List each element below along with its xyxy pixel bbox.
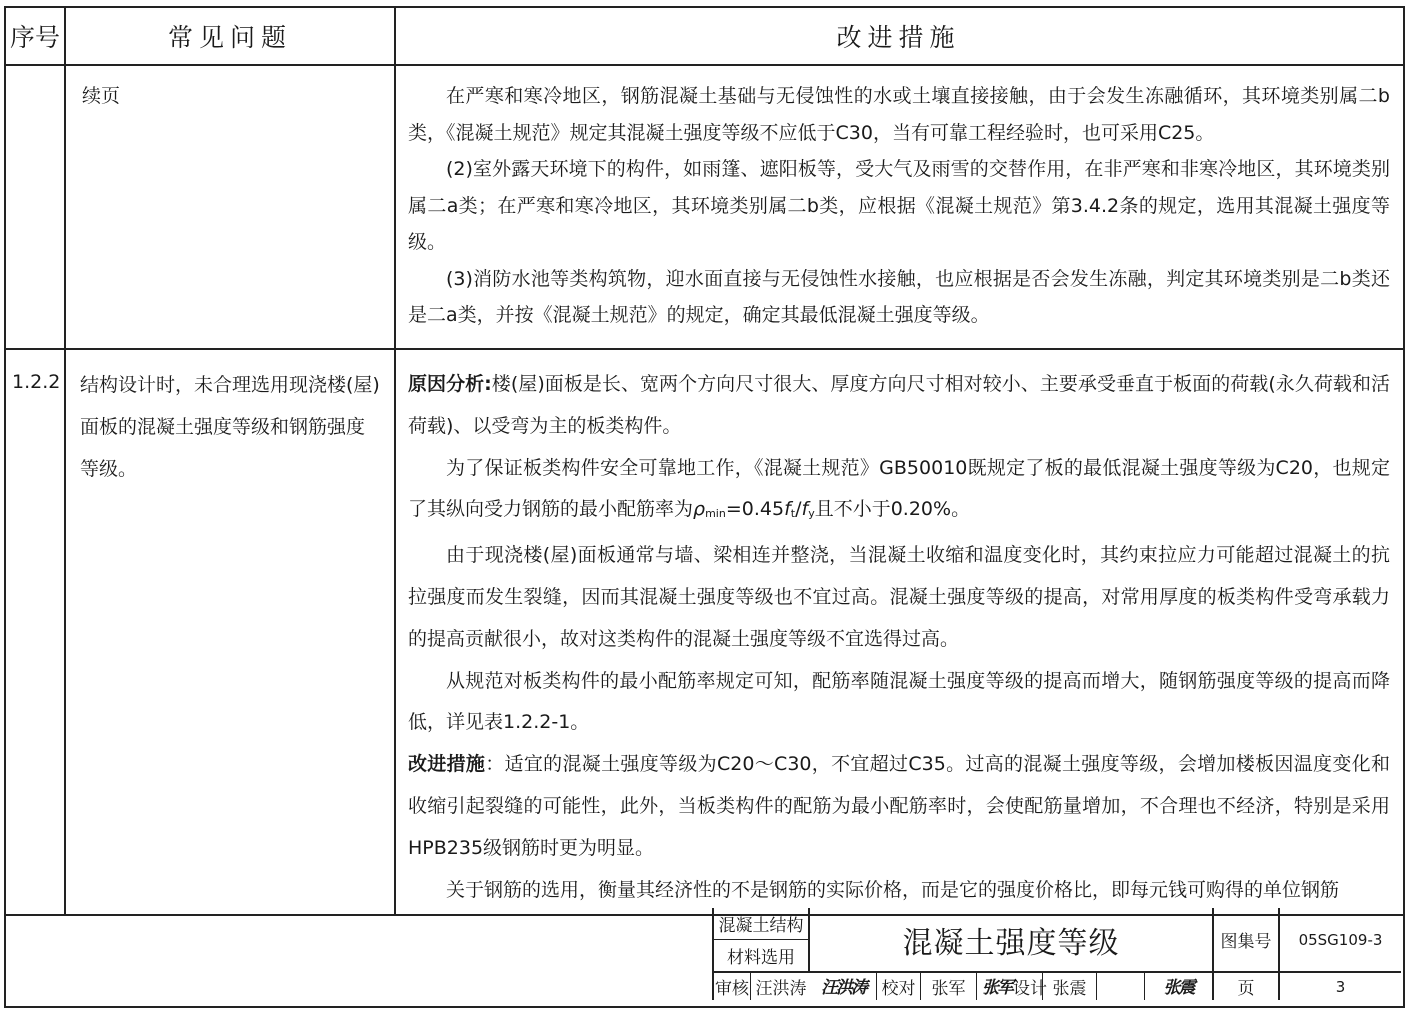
column-divider bbox=[64, 8, 66, 916]
row1-paragraph: 在严寒和寒冷地区，钢筋混凝土基础与无侵蚀性的水或土壤直接接触，由于会发生冻融循环，其环境类别属二b类，《混凝土规范》规定其混凝土强度等级不应低于C30，当有可靠工程经验时，也可采用C25。 bbox=[408, 85, 1390, 144]
drawing-sheet bbox=[4, 6, 1405, 1008]
checker-name: 张军 bbox=[931, 979, 966, 999]
reviewer-signature: 汪洪涛 bbox=[821, 978, 866, 998]
row-divider bbox=[6, 64, 1403, 66]
cause-text: 楼(屋)面板是长、宽两个方向尺寸很大、厚度方向尺寸相对较小、主要承受垂直于板面的荷载(永久荷载和活荷载)、以受弯为主的板类构件。 bbox=[408, 373, 1390, 437]
category-line2: 材料选用 bbox=[727, 948, 795, 968]
design-label: 设计 bbox=[1013, 979, 1047, 999]
formula-slash: / bbox=[795, 498, 802, 521]
column-divider bbox=[394, 8, 396, 916]
header-measure: 改进措施 bbox=[836, 23, 961, 52]
page-label: 页 bbox=[1237, 979, 1255, 999]
review-label: 审核 bbox=[715, 979, 749, 999]
measure-paragraph bbox=[408, 744, 1390, 869]
measure-label: 改进措施 bbox=[408, 753, 486, 776]
sheet-title: 混凝土强度等级 bbox=[902, 925, 1120, 961]
measure-text: ：适宜的混凝土强度等级为C20～C30，不宜超过C35。过高的混凝土强度等级，会增加楼板因温度变化和收缩引起裂缝的可能性，此外，当板类构件的配筋为最小配筋率时，会使配筋量增加，不合理也不经济，特别是采用HPB235级钢筋时更为明显。 bbox=[408, 753, 1390, 859]
row2-measure bbox=[408, 364, 1390, 911]
reviewer-name: 汪洪涛 bbox=[755, 979, 807, 999]
row-divider bbox=[6, 348, 1403, 350]
rho-subscript: min bbox=[705, 507, 726, 521]
row1-paragraph: (3)消防水池等类构筑物，迎水面直接与无侵蚀性水接触，也应根据是否会发生冻融，判定其环境类别是二b类还是二a类，并按《混凝土规范》的规定，确定其最低混凝土强度等级。 bbox=[408, 267, 1390, 326]
checker-signature: 张军 bbox=[982, 978, 1012, 998]
designer-signature: 张震 bbox=[1163, 978, 1194, 998]
title-block bbox=[712, 908, 1401, 1000]
check-label: 校对 bbox=[881, 979, 916, 999]
fy-symbol: f bbox=[801, 498, 809, 521]
header-no: 序号 bbox=[9, 23, 60, 52]
category-line1: 混凝土结构 bbox=[718, 916, 804, 936]
row2-paragraph: 从规范对板类构件的最小配筋率规定可知，配筋率随混凝土强度等级的提高而增大，随钢筋强度等级的提高而降低，详见表1.2.2-1。 bbox=[408, 669, 1390, 734]
row2-problem: 结构设计时，未合理选用现浇楼(屋)面板的混凝土强度等级和钢筋强度等级。 bbox=[80, 374, 380, 480]
row2-paragraph: 关于钢筋的选用，衡量其经济性的不是钢筋的实际价格，而是它的强度价格比，即每元钱可购得的单位钢筋 bbox=[446, 878, 1340, 901]
formula-text: 为了保证板类构件安全可靠地工作，《混凝土规范》GB50010既规定了板的最低混凝土强度等级为C20，也规定了其纵向受力钢筋的最小配筋率为 bbox=[408, 456, 1390, 521]
cause-label: 原因分析: bbox=[408, 373, 492, 395]
row1-problem: 续页 bbox=[82, 85, 121, 107]
rho-symbol: ρ bbox=[693, 498, 706, 521]
atlas-label: 图集号 bbox=[1220, 932, 1272, 952]
fy-subscript: y bbox=[808, 507, 815, 521]
formula-tail: 且不小于0.20%。 bbox=[814, 498, 971, 521]
row2-number: 1.2.2 bbox=[12, 371, 61, 393]
cause-paragraph bbox=[408, 364, 1390, 448]
row1-paragraph: (2)室外露天环境下的构件，如雨篷、遮阳板等，受大气及雨雪的交替作用，在非严寒和非寒冷地区，其环境类别属二a类；在严寒和寒冷地区，其环境类别属二b类，应根据《混凝土规范》第3.4.2条的规定，选用其混凝土强度等级。 bbox=[408, 158, 1390, 253]
formula-paragraph bbox=[408, 448, 1390, 536]
header-problem: 常见问题 bbox=[167, 23, 292, 52]
ft-subscript: t bbox=[790, 507, 796, 521]
formula-coefficient: =0.45 bbox=[725, 498, 785, 521]
page-number: 3 bbox=[1335, 977, 1346, 996]
designer-name: 张震 bbox=[1052, 979, 1087, 999]
row2-paragraph: 由于现浇楼(屋)面板通常与墙、梁相连并整浇，当混凝土收缩和温度变化时，其约束拉应力可能超过混凝土的抗拉强度而发生裂缝，因而其混凝土强度等级也不宜过高。混凝土强度等级的提高，对常用厚度的板类构件受弯承载力的提高贡献很小，故对这类构件的混凝土强度等级不宜选得过高。 bbox=[408, 544, 1390, 650]
row1-measure bbox=[408, 78, 1390, 334]
atlas-number: 05SG109-3 bbox=[1298, 930, 1383, 949]
ft-symbol: f bbox=[784, 498, 791, 521]
